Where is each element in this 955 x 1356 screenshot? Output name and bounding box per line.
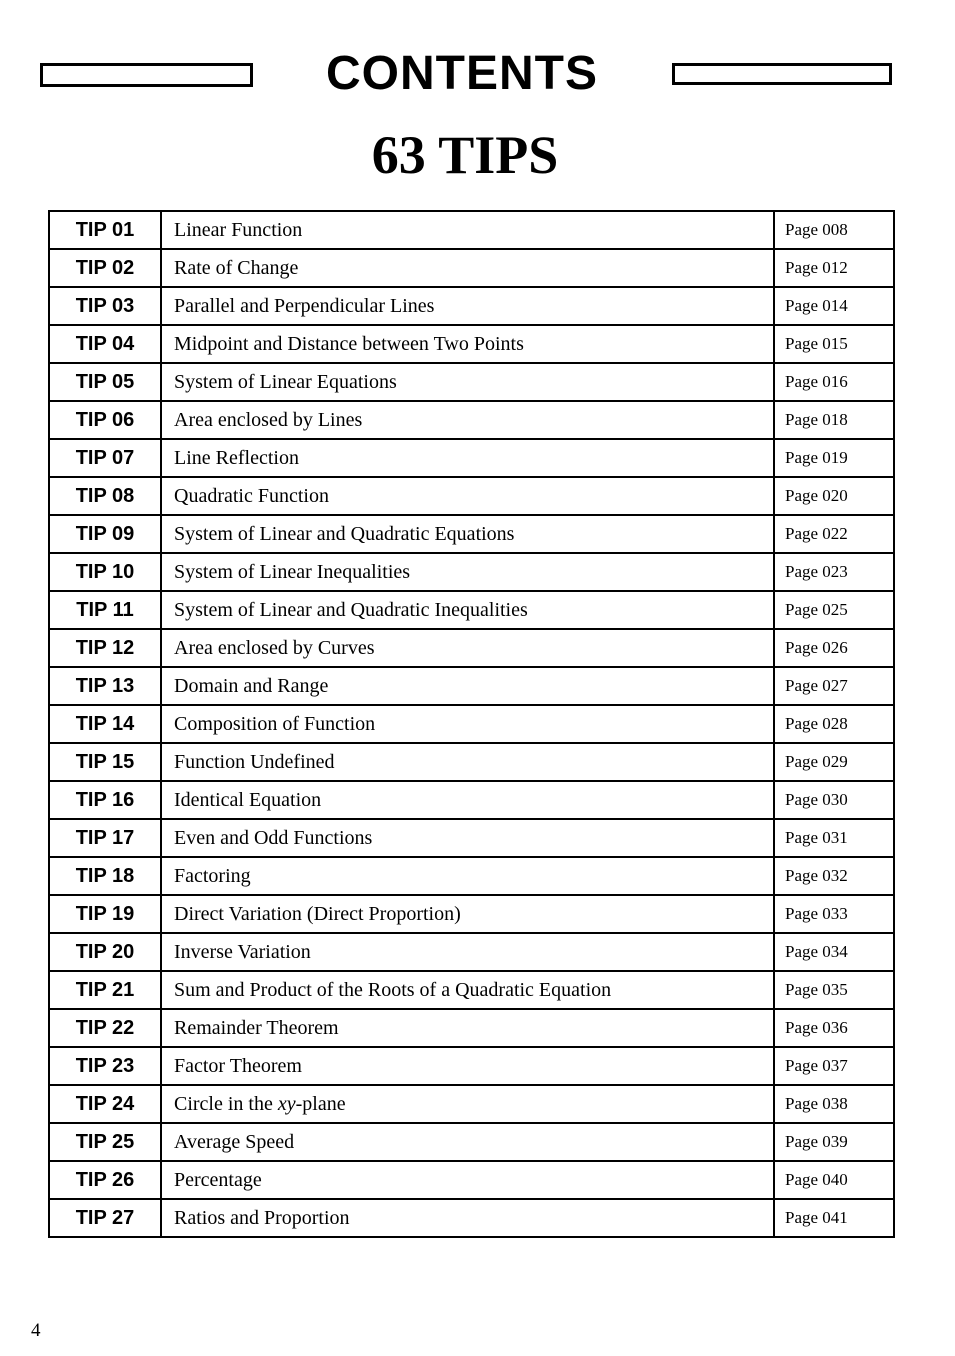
tip-number: TIP 12 xyxy=(49,629,161,667)
tip-page-number: Page 029 xyxy=(774,743,894,781)
tip-title: Even and Odd Functions xyxy=(161,819,774,857)
table-row xyxy=(49,629,894,667)
tip-page-number: Page 022 xyxy=(774,515,894,553)
tip-page-number: Page 015 xyxy=(774,325,894,363)
tip-number: TIP 26 xyxy=(49,1161,161,1199)
table-row xyxy=(49,971,894,1009)
tip-title: Factor Theorem xyxy=(161,1047,774,1085)
tip-page-number: Page 037 xyxy=(774,1047,894,1085)
table-row xyxy=(49,1085,894,1123)
table-row xyxy=(49,515,894,553)
tip-page-number: Page 020 xyxy=(774,477,894,515)
page-title: CONTENTS xyxy=(326,47,598,100)
tip-number: TIP 01 xyxy=(49,211,161,249)
tip-title: Midpoint and Distance between Two Points xyxy=(161,325,774,363)
table-row xyxy=(49,781,894,819)
table-row xyxy=(49,1123,894,1161)
table-row xyxy=(49,325,894,363)
table-row xyxy=(49,439,894,477)
tip-page-number: Page 018 xyxy=(774,401,894,439)
table-row xyxy=(49,1009,894,1047)
table-row xyxy=(49,819,894,857)
tip-page-number: Page 035 xyxy=(774,971,894,1009)
tip-number: TIP 07 xyxy=(49,439,161,477)
tip-number: TIP 25 xyxy=(49,1123,161,1161)
contents-table-body xyxy=(49,211,894,1237)
tip-page-number: Page 027 xyxy=(774,667,894,705)
tip-title: Inverse Variation xyxy=(161,933,774,971)
tip-title: System of Linear and Quadratic Inequalities xyxy=(161,591,774,629)
tip-page-number: Page 019 xyxy=(774,439,894,477)
tip-page-number: Page 031 xyxy=(774,819,894,857)
tip-title: Ratios and Proportion xyxy=(161,1199,774,1237)
tip-number: TIP 06 xyxy=(49,401,161,439)
tip-number: TIP 05 xyxy=(49,363,161,401)
table-row xyxy=(49,857,894,895)
tip-title: Area enclosed by Curves xyxy=(161,629,774,667)
tip-title: Remainder Theorem xyxy=(161,1009,774,1047)
tip-title: Circle in the xy-plane xyxy=(161,1085,774,1123)
tip-number: TIP 16 xyxy=(49,781,161,819)
tip-page-number: Page 028 xyxy=(774,705,894,743)
tip-number: TIP 15 xyxy=(49,743,161,781)
tip-title: Composition of Function xyxy=(161,705,774,743)
tip-title: Average Speed xyxy=(161,1123,774,1161)
tip-title: System of Linear Inequalities xyxy=(161,553,774,591)
table-row xyxy=(49,287,894,325)
tip-number: TIP 14 xyxy=(49,705,161,743)
tip-page-number: Page 033 xyxy=(774,895,894,933)
tip-title: Percentage xyxy=(161,1161,774,1199)
table-row xyxy=(49,895,894,933)
table-row xyxy=(49,553,894,591)
tip-number: TIP 27 xyxy=(49,1199,161,1237)
table-row xyxy=(49,249,894,287)
tip-title: Parallel and Perpendicular Lines xyxy=(161,287,774,325)
tip-page-number: Page 041 xyxy=(774,1199,894,1237)
tip-page-number: Page 014 xyxy=(774,287,894,325)
table-row xyxy=(49,363,894,401)
table-row xyxy=(49,477,894,515)
tip-page-number: Page 026 xyxy=(774,629,894,667)
tip-title: Domain and Range xyxy=(161,667,774,705)
tip-title: System of Linear and Quadratic Equations xyxy=(161,515,774,553)
table-row xyxy=(49,705,894,743)
tip-number: TIP 08 xyxy=(49,477,161,515)
table-row xyxy=(49,1161,894,1199)
tip-page-number: Page 023 xyxy=(774,553,894,591)
tip-number: TIP 03 xyxy=(49,287,161,325)
tip-page-number: Page 012 xyxy=(774,249,894,287)
table-row xyxy=(49,667,894,705)
contents-table xyxy=(48,210,895,1238)
tip-title: Quadratic Function xyxy=(161,477,774,515)
tip-number: TIP 22 xyxy=(49,1009,161,1047)
tip-title-italic-segment: xy xyxy=(277,1092,296,1115)
tip-page-number: Page 032 xyxy=(774,857,894,895)
tip-page-number: Page 034 xyxy=(774,933,894,971)
tip-number: TIP 23 xyxy=(49,1047,161,1085)
table-row xyxy=(49,401,894,439)
table-row xyxy=(49,591,894,629)
tip-page-number: Page 038 xyxy=(774,1085,894,1123)
tip-title: Area enclosed by Lines xyxy=(161,401,774,439)
footer-page-number: 4 xyxy=(31,1320,41,1341)
tip-number: TIP 04 xyxy=(49,325,161,363)
tip-title: Factoring xyxy=(161,857,774,895)
table-row xyxy=(49,1199,894,1237)
tip-title: System of Linear Equations xyxy=(161,363,774,401)
tip-title: Line Reflection xyxy=(161,439,774,477)
tip-number: TIP 24 xyxy=(49,1085,161,1123)
tip-page-number: Page 040 xyxy=(774,1161,894,1199)
table-row xyxy=(49,1047,894,1085)
tip-title: Linear Function xyxy=(161,211,774,249)
tip-number: TIP 18 xyxy=(49,857,161,895)
tip-number: TIP 02 xyxy=(49,249,161,287)
tip-number: TIP 19 xyxy=(49,895,161,933)
tip-number: TIP 20 xyxy=(49,933,161,971)
page-subtitle: 63 TIPS xyxy=(371,125,559,185)
tip-page-number: Page 030 xyxy=(774,781,894,819)
tip-page-number: Page 016 xyxy=(774,363,894,401)
tip-title: Rate of Change xyxy=(161,249,774,287)
tip-title: Identical Equation xyxy=(161,781,774,819)
tip-number: TIP 21 xyxy=(49,971,161,1009)
tip-page-number: Page 025 xyxy=(774,591,894,629)
tip-number: TIP 10 xyxy=(49,553,161,591)
tip-title: Sum and Product of the Roots of a Quadratic Equation xyxy=(161,971,774,1009)
tip-page-number: Page 008 xyxy=(774,211,894,249)
tip-title: Direct Variation (Direct Proportion) xyxy=(161,895,774,933)
tip-number: TIP 11 xyxy=(49,591,161,629)
table-row xyxy=(49,933,894,971)
tip-title: Function Undefined xyxy=(161,743,774,781)
tip-number: TIP 13 xyxy=(49,667,161,705)
tip-page-number: Page 036 xyxy=(774,1009,894,1047)
tip-number: TIP 09 xyxy=(49,515,161,553)
table-row xyxy=(49,743,894,781)
tip-page-number: Page 039 xyxy=(774,1123,894,1161)
table-row xyxy=(49,211,894,249)
tip-number: TIP 17 xyxy=(49,819,161,857)
